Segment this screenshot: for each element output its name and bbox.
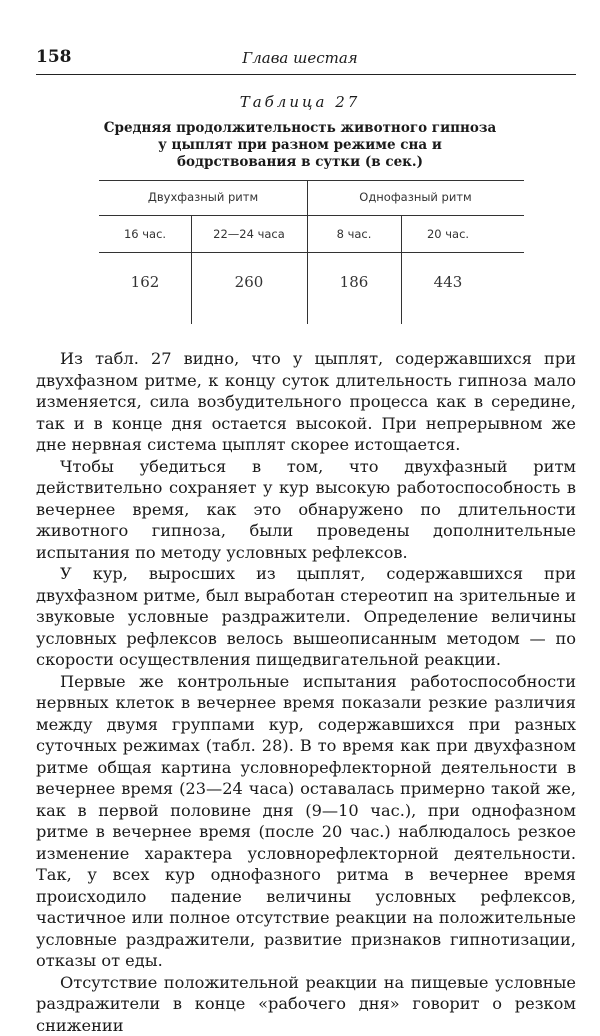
paragraph: Отсутствие положительной реакции на пищевые условные раздражители в конце «рабочего дня» говорит о резком снижении: [36, 972, 576, 1036]
group-header: Двухфазный ритм: [99, 190, 307, 204]
table-divider-left: [191, 215, 192, 324]
table-cell: 443: [401, 273, 495, 291]
table-cell: 186: [307, 273, 401, 291]
paragraph: Чтобы убедиться в том, что двухфазный ритм действительно сохраняет у кур высокую работоспособность в вечернее время, как это обнаружено по длительности животного гипноза, были проведены дополнительные испытания по методу условных рефлексов.: [36, 456, 576, 564]
table-header-rule: [99, 252, 524, 253]
body-text: [36, 348, 576, 1036]
group-header: Однофазный ритм: [307, 190, 524, 204]
paragraph: Из табл. 27 видно, что у цыплят, содержавшихся при двухфазном ритме, к концу суток длительность гипноза мало изменяется, сила возбудительного процесса как в середине, так и в конце дня остается высокой. При непрерывном же дне нервная система цыплят скорее истощается.: [36, 348, 576, 456]
column-header: 22—24 часа: [191, 227, 307, 241]
column-header: 20 час.: [401, 227, 495, 241]
table-cell: 260: [191, 273, 307, 291]
table-cell: 162: [99, 273, 191, 291]
table-divider-center: [307, 181, 308, 324]
table-title: Средняя продолжительность животного гипноза у цыплят при разном режиме сна и бодрствования в сутки (в сек.): [100, 120, 500, 171]
paragraph: Первые же контрольные испытания работоспособности нервных клеток в вечернее время показали резкие различия между двумя группами кур, содержавшихся при разных суточных режимах (табл. 28). В то время как при двухфазном ритме общая картина условнорефлекторной деятельности в вечернее время (23—24 часа) оставалась примерно такой же, как в первой половине дня (9—10 час.), при однофазном ритме в вечернее время (после 20 час.) наблюдалось резкое изменение характера условнорефлекторной деятельности. Так, у всех кур однофазного ритма в вечернее время происходило падение величины условных рефлексов, частичное или полное отсутствие реакции на положительные условные раздражители, развитие признаков гипнотизации, отказы от еды.: [36, 671, 576, 972]
table-label: Таблица 27: [0, 93, 600, 111]
header-rule: [36, 74, 576, 75]
table-group-rule: [99, 215, 524, 216]
column-header: 8 час.: [307, 227, 401, 241]
paragraph: У кур, выросших из цыплят, содержавшихся при двухфазном ритме, был выработан стереотип на зрительные и звуковые условные раздражители. Определение величины условных рефлексов велось вышеописанным методом — по скорости осуществления пищедвигательной реакции.: [36, 563, 576, 671]
table-top-rule: [99, 180, 524, 181]
running-title: Глава шестая: [0, 49, 600, 67]
page-number: 158: [36, 47, 72, 67]
column-header: 16 час.: [99, 227, 191, 241]
table-divider-right: [401, 215, 402, 324]
